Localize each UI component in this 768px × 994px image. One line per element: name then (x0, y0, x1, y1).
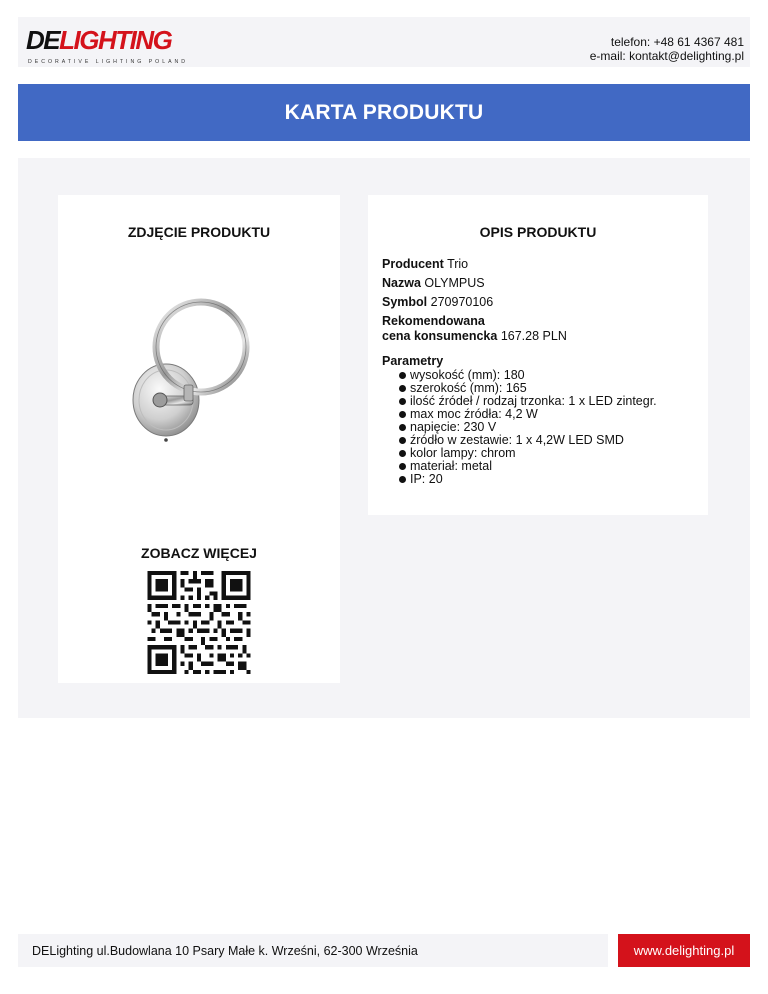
page-header (18, 17, 750, 67)
description-content (382, 257, 702, 486)
logo-part-lighting: LIGHTING (59, 25, 172, 55)
qr-section-title: ZOBACZ WIĘCEJ (141, 545, 257, 561)
logo-part-de: DE (26, 25, 60, 55)
params-list (382, 369, 702, 486)
phone-text: telefon: +48 61 4367 481 (610, 35, 744, 49)
name-value: OLYMPUS (424, 276, 485, 290)
description-card (368, 195, 708, 515)
footer-website-link[interactable] (618, 934, 750, 967)
content-panel (18, 158, 750, 718)
param-item: źródło w zestawie: 1 x 4,2W LED SMD (399, 434, 702, 447)
photo-card (58, 195, 340, 683)
param-item: napięcie: 230 V (399, 421, 702, 434)
producer-label: Producent (382, 257, 444, 271)
param-item: max moc źródła: 4,2 W (399, 408, 702, 421)
contact-info (590, 35, 744, 63)
delighting-logo (26, 25, 189, 65)
price-label-line2: cena konsumencka (382, 329, 498, 343)
price-label-line1: Rekomendowana (382, 314, 485, 328)
name-row (382, 276, 702, 291)
name-label: Nazwa (382, 276, 421, 290)
logo-tagline: DECORATIVE LIGHTING POLAND (28, 59, 189, 65)
producer-row (382, 257, 702, 272)
param-item: ilość źródeł / rodzaj trzonka: 1 x LED zintegr. (399, 395, 702, 408)
param-item: szerokość (mm): 165 (399, 382, 702, 395)
symbol-value: 270970106 (430, 295, 494, 309)
qr-code[interactable] (144, 571, 254, 674)
footer-address-bar (18, 934, 608, 967)
param-item: wysokość (mm): 180 (399, 369, 702, 382)
params-title: Parametry (382, 354, 444, 368)
footer-address: DELighting ul.Budowlana 10 Psary Małe k. Wrześni, 62-300 Września (32, 943, 418, 958)
param-item: IP: 20 (399, 473, 702, 486)
website-text[interactable]: www.delighting.pl (633, 943, 735, 958)
param-item: materiał: metal (399, 460, 702, 473)
photo-section-title: ZDJĘCIE PRODUKTU (127, 224, 271, 240)
symbol-label: Symbol (382, 295, 428, 309)
price-value: 167.28 PLN (500, 329, 567, 343)
email-text: e-mail: kontakt@delighting.pl (589, 49, 744, 63)
symbol-row (382, 295, 702, 310)
page-title-banner (18, 84, 750, 141)
page-title: KARTA PRODUKTU (284, 100, 484, 124)
description-section-title: OPIS PRODUKTU (479, 224, 597, 240)
product-photo (110, 295, 300, 445)
param-item: kolor lampy: chrom (399, 447, 702, 460)
producer-value: Trio (447, 257, 469, 271)
price-row (382, 314, 702, 344)
logo-wordmark (26, 25, 171, 55)
